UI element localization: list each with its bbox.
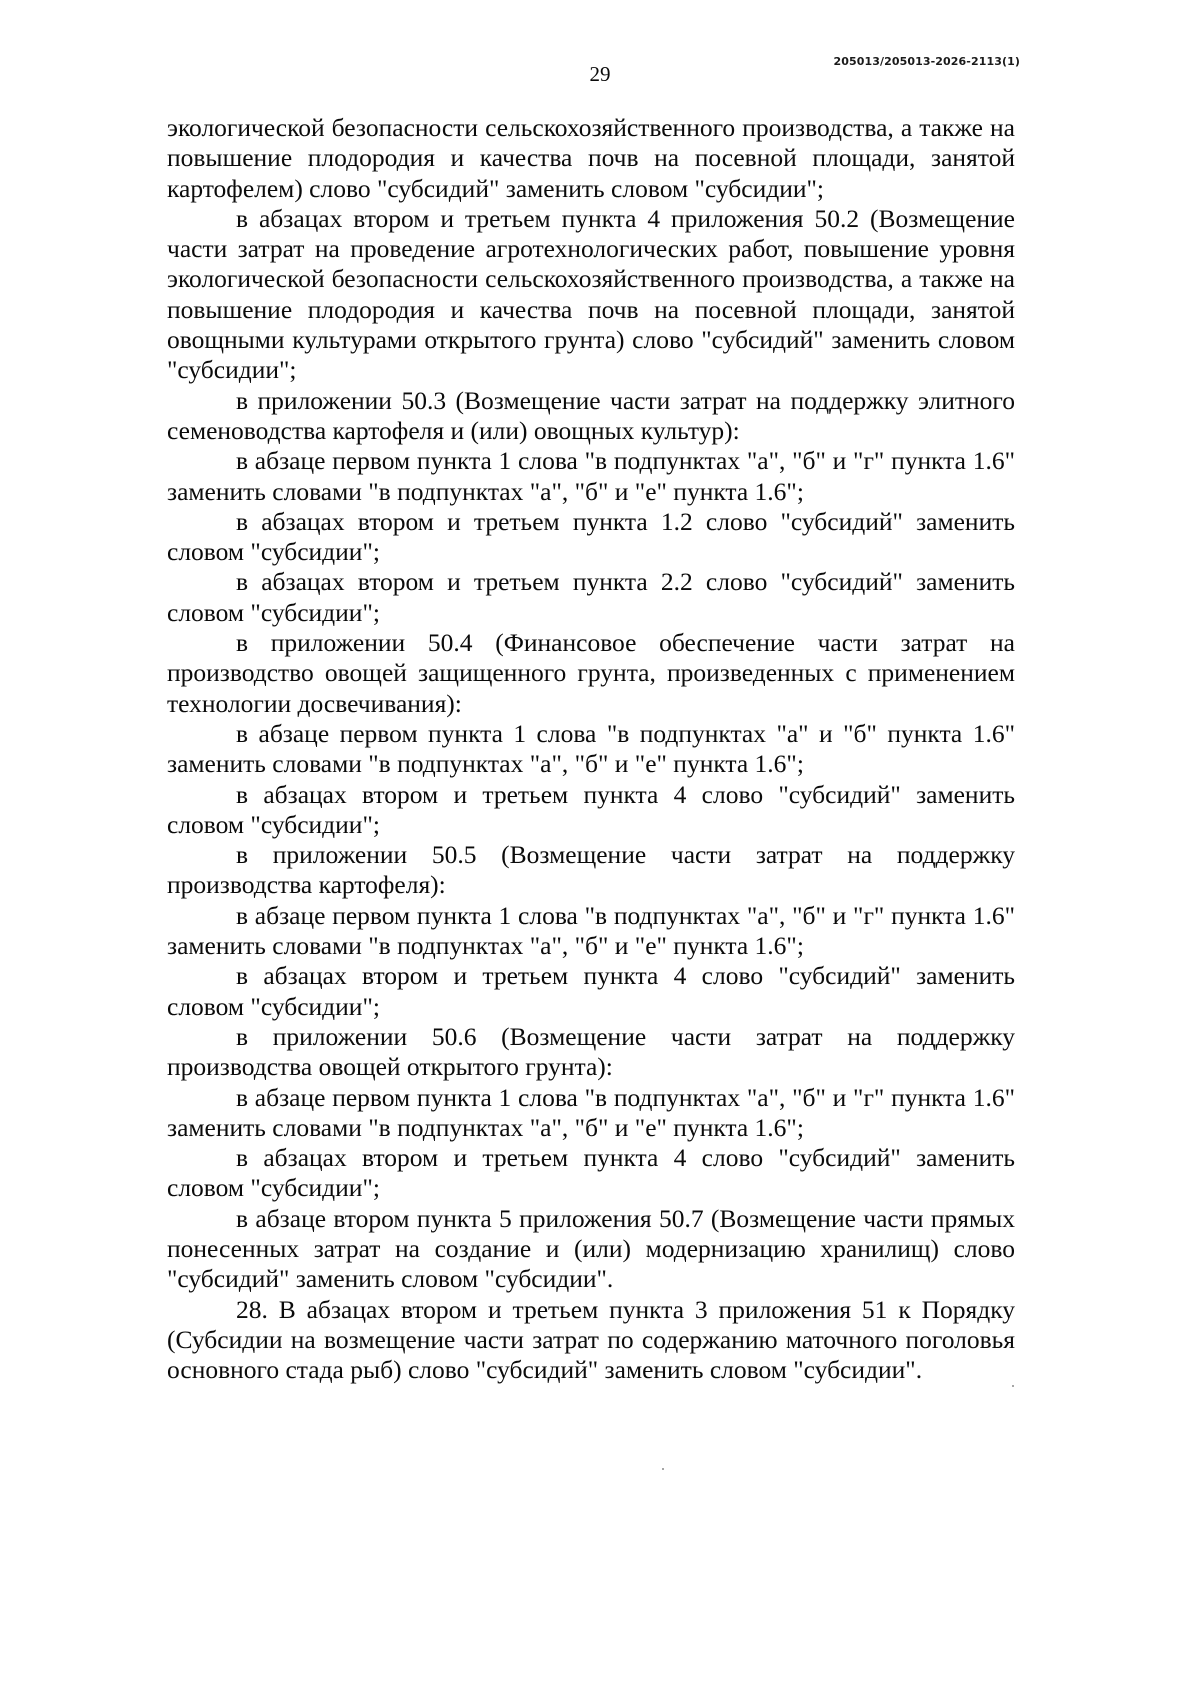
paragraph: в абзацах втором и третьем пункта 4 слово "субсидий" заменить словом "субсидии"; — [167, 961, 1015, 1021]
paragraph: в приложении 50.5 (Возмещение части затрат на поддержку производства картофеля): — [167, 840, 1015, 900]
document-body — [167, 113, 1015, 1385]
document-code: 205013/205013-2026-2113(1) — [833, 55, 1020, 68]
paragraph: в абзаце втором пункта 5 приложения 50.7 (Возмещение части прямых понесенных затрат на создание и (или) модернизацию хранилищ) слово "субсидий" заменить словом "субсидии". — [167, 1203, 1015, 1294]
paragraph: в приложении 50.3 (Возмещение части затрат на поддержку элитного семеноводства картофеля и (или) овощных культур): — [167, 385, 1015, 445]
paragraph: в абзацах втором и третьем пункта 4 слово "субсидий" заменить словом "субсидии"; — [167, 779, 1015, 839]
paragraph-continuation: экологической безопасности сельскохозяйственного производства, а также на повышение плодородия и качества почв на посевной площади, занятой картофелем) слово "субсидий" заменить словом "субсидии"; — [167, 113, 1015, 203]
paragraph: в абзацах втором и третьем пункта 2.2 слово "субсидий" заменить словом "субсидии"; — [167, 567, 1015, 627]
paragraph: в абзаце первом пункта 1 слова "в подпунктах "а", "б" и "г" пункта 1.6" заменить словами "в подпунктах "а", "б" и "е" пункта 1.6"; — [167, 900, 1015, 961]
paragraph: в абзацах втором и третьем пункта 4 слово "субсидий" заменить словом "субсидии"; — [167, 1143, 1015, 1203]
scan-speck — [662, 1468, 664, 1470]
paragraph: в приложении 50.6 (Возмещение части затрат на поддержку производства овощей открытого грунта): — [167, 1021, 1015, 1082]
paragraph: в абзацах втором и третьем пункта 1.2 слово "субсидий" заменить словом "субсидии"; — [167, 506, 1015, 567]
paragraph: в абзаце первом пункта 1 слова "в подпунктах "а" и "б" пункта 1.6" заменить словами "в подпунктах "а", "б" и "е" пункта 1.6"; — [167, 718, 1015, 779]
paragraph: в абзацах втором и третьем пункта 4 приложения 50.2 (Возмещение части затрат на проведение агротехнологических работ, повышение уровня экологической безопасности сельскохозяйственного производства, а также на повышение плодородия и качества почв на посевной площади, занятой овощными культурами открытого грунта) слово "субсидий" заменить словом "субсидии"; — [167, 203, 1015, 385]
paragraph: в приложении 50.4 (Финансовое обеспечение части затрат на производство овощей защищенного грунта, произведенных с применением технологии досвечивания): — [167, 628, 1015, 718]
paragraph: в абзаце первом пункта 1 слова "в подпунктах "а", "б" и "г" пункта 1.6" заменить словами "в подпунктах "а", "б" и "е" пункта 1.6"; — [167, 1082, 1015, 1142]
scan-speck — [1012, 1385, 1014, 1387]
paragraph: в абзаце первом пункта 1 слова "в подпунктах "а", "б" и "г" пункта 1.6" заменить словами "в подпунктах "а", "б" и "е" пункта 1.6"; — [167, 446, 1015, 506]
paragraph-item-28: 28. В абзацах втором и третьем пункта 3 приложения 51 к Порядку (Субсидии на возмещение части затрат по содержанию маточного поголовья основного стада рыб) слово "субсидий" заменить словом "субсидии". — [167, 1294, 1015, 1385]
page-number: 29 — [589, 62, 611, 86]
